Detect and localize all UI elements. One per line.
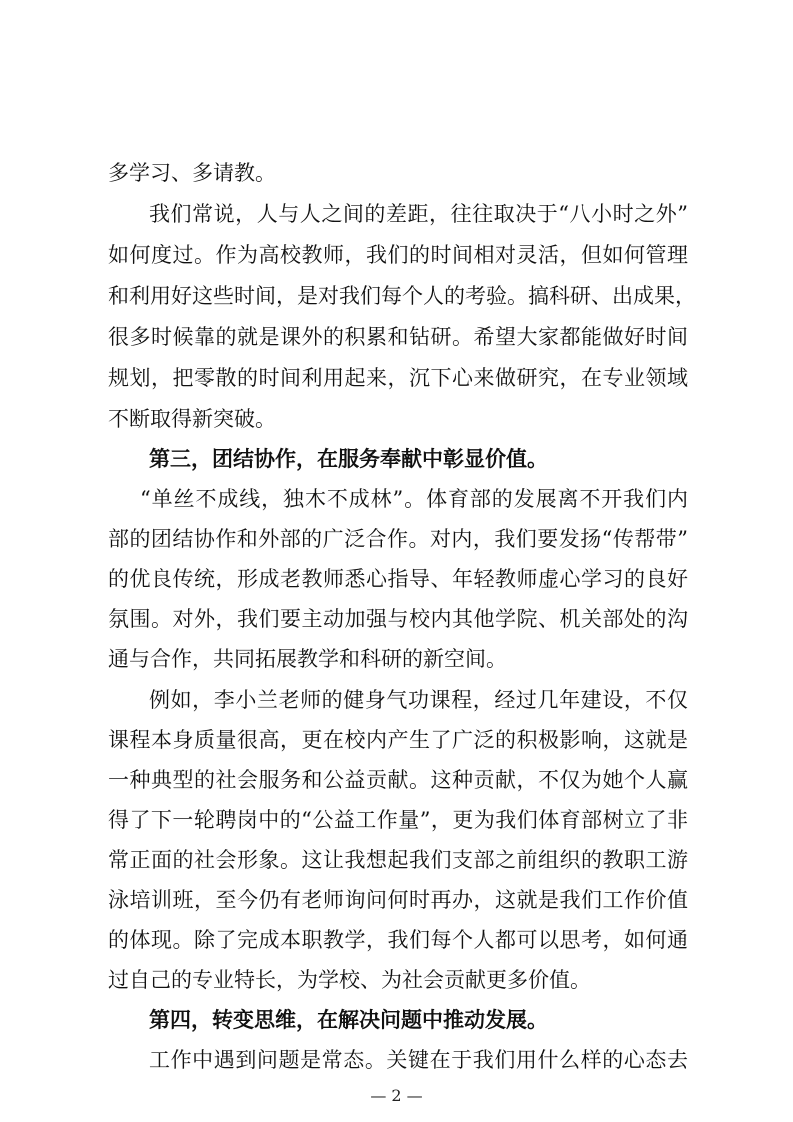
paragraph-line: 规划，把零散的时间利用起来，沉下心来做研究，在专业领域 — [108, 366, 688, 390]
paragraph-line: 泳培训班，至今仍有老师询问何时再办，这就是我们工作价值 — [108, 888, 688, 912]
paragraph-line: 氛围。对外，我们要主动加强与校内其他学院、机关部处的沟 — [108, 607, 688, 631]
paragraph-line: 一种典型的社会服务和公益贡献。这种贡献，不仅为她个人赢 — [108, 768, 688, 792]
paragraph-line: 和利用好这些时间，是对我们每个人的考验。搞科研、出成果， — [108, 284, 696, 308]
paragraph-line: 不断取得新突破。 — [108, 407, 276, 431]
section-heading-3: 第三，团结协作，在服务奉献中彰显价值。 — [149, 446, 548, 471]
paragraph-line: 我们常说，人与人之间的差距，往往取决于“八小时之外” — [149, 202, 688, 226]
paragraph-line: 得了下一轮聘岗中的“公益工作量”，更为我们体育部树立了非 — [108, 808, 688, 832]
paragraph-line: 通与合作，共同拓展教学和科研的新空间。 — [108, 647, 507, 671]
page-number: — 2 — — [370, 1086, 423, 1105]
paragraph-line: 多学习、多请教。 — [108, 161, 276, 185]
paragraph-line: 工作中遇到问题是常态。关键在于我们用什么样的心态去 — [149, 1048, 688, 1072]
paragraph-line: 的体现。除了完成本职教学，我们每个人都可以思考，如何通 — [108, 928, 688, 952]
paragraph-line: 课程本身质量很高，更在校内产生了广泛的积极影响，这就是 — [108, 728, 688, 752]
paragraph-line: 很多时候靠的就是课外的积累和钻研。希望大家都能做好时间 — [108, 325, 688, 349]
section-heading-4: 第四，转变思维，在解决问题中推动发展。 — [149, 1007, 548, 1032]
paragraph-line: 的优良传统，形成老教师悉心指导、年轻教师虚心学习的良好 — [108, 567, 688, 591]
paragraph-line: 常正面的社会形象。这让我想起我们支部之前组织的教职工游 — [108, 848, 688, 872]
paragraph-line: 过自己的专业特长，为学校、为社会贡献更多价值。 — [108, 968, 591, 992]
paragraph-line: 部的团结协作和外部的广泛合作。对内，我们要发扬“传帮带” — [108, 527, 688, 551]
paragraph-line: 如何度过。作为高校教师，我们的时间相对灵活，但如何管理 — [108, 243, 688, 267]
paragraph-line: “单丝不成线，独木不成林”。体育部的发展离不开我们内 — [140, 487, 688, 511]
paragraph-line: 例如，李小兰老师的健身气功课程，经过几年建设，不仅 — [149, 688, 688, 712]
